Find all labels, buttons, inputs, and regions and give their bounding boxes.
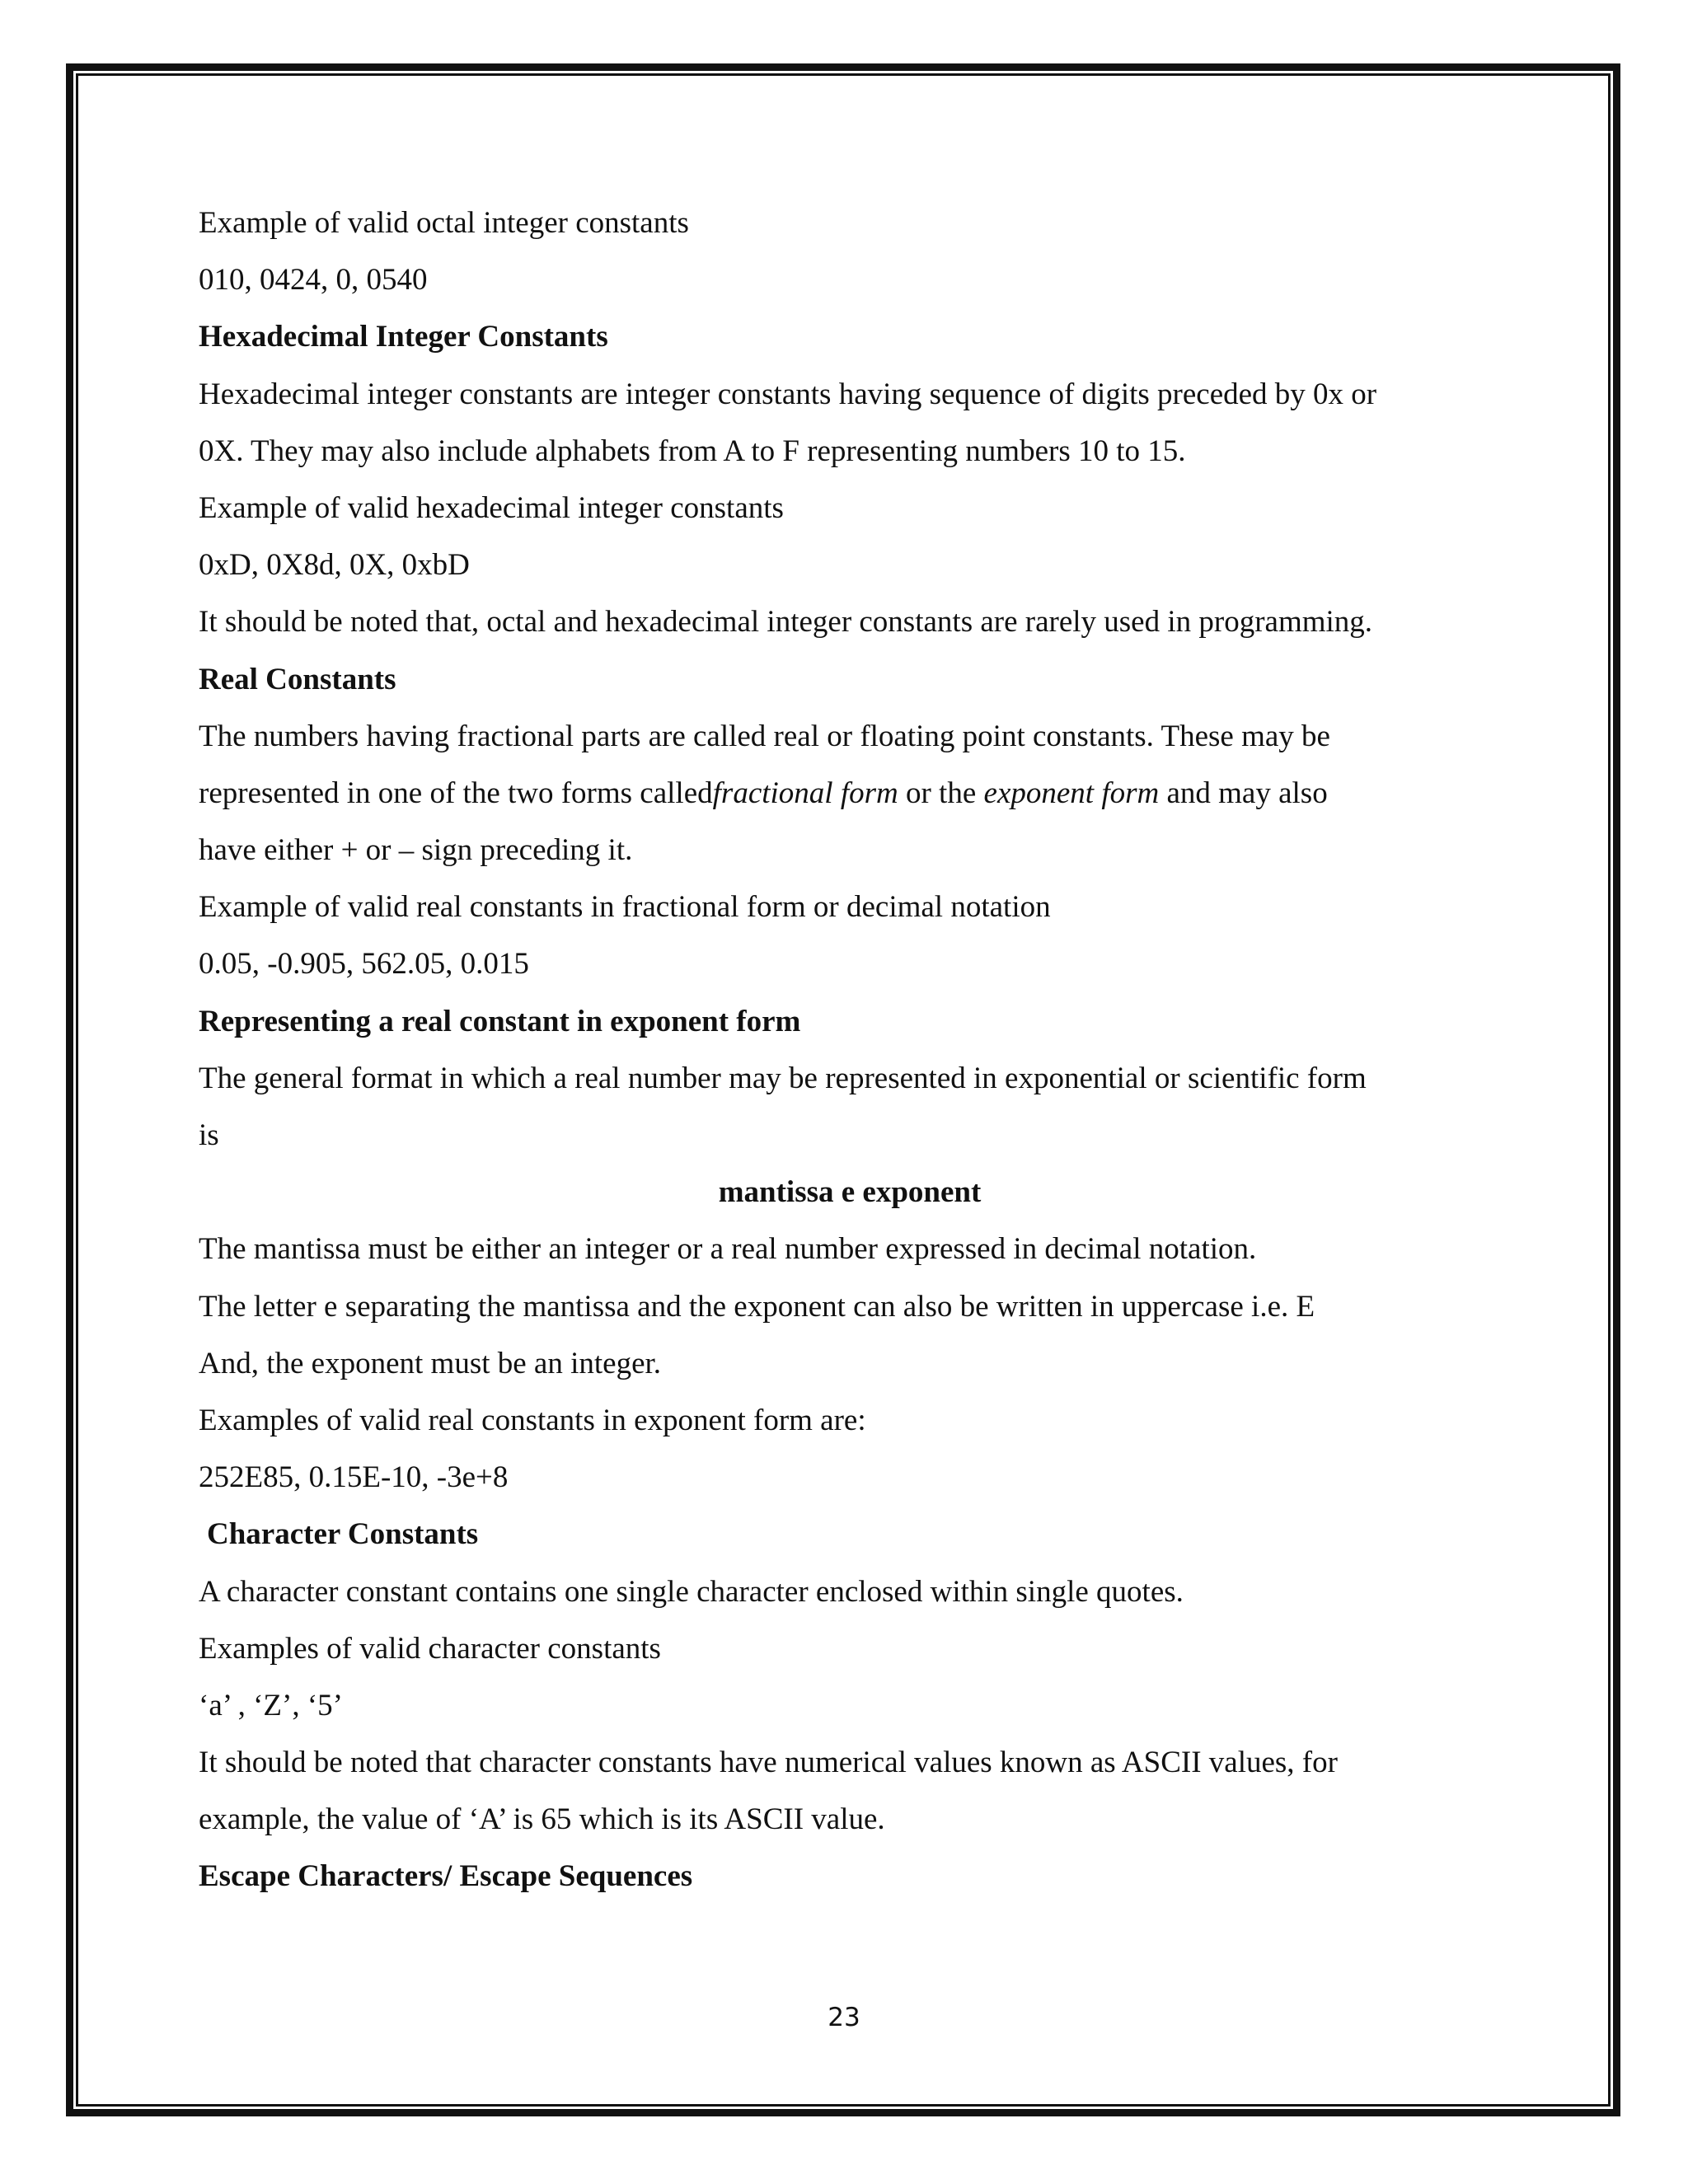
body-text: Examples of valid character constants <box>199 1631 661 1666</box>
body-text: The general format in which a real number may be represented in exponential or scientific form <box>199 1061 1367 1095</box>
section-heading: Escape Characters/ Escape Sequences <box>199 1859 693 1894</box>
body-text: have either + or – sign preceding it. <box>199 833 633 868</box>
body-text: example, the value of ‘A’ is 65 which is its ASCII value. <box>199 1802 885 1837</box>
body-text: The mantissa must be either an integer or a real number expressed in decimal notation. <box>199 1232 1257 1267</box>
body-text-segment: or the <box>898 776 984 810</box>
code-example: 252E85, 0.15E-10, -3e+8 <box>199 1460 509 1495</box>
section-heading: Character Constants <box>207 1517 479 1552</box>
body-text: It should be noted that character constants have numerical values known as ASCII values, for <box>199 1746 1338 1780</box>
format-expression: mantissa e exponent <box>718 1175 982 1210</box>
body-text: Example of valid octal integer constants <box>199 206 689 240</box>
page-number: 23 <box>828 2003 860 2032</box>
body-text: Hexadecimal integer constants are integer constants having sequence of digits preceded by 0x or <box>199 377 1377 411</box>
body-text: 0X. They may also include alphabets from A to F representing numbers 10 to 15. <box>199 434 1186 468</box>
body-text: Examples of valid real constants in exponent form are: <box>199 1403 866 1437</box>
section-heading: Representing a real constant in exponent form <box>199 1004 801 1038</box>
body-text-segment: and may also <box>1159 776 1328 810</box>
body-text: Example of valid real constants in fractional form or decimal notation <box>199 890 1051 925</box>
page-content <box>199 194 1501 1905</box>
body-text-segment: represented in one of the two forms called <box>199 776 713 810</box>
code-example: 0xD, 0X8d, 0X, 0xbD <box>199 548 470 583</box>
body-text: Example of valid hexadecimal integer constants <box>199 490 784 525</box>
italic-term: exponent form <box>983 776 1160 810</box>
code-example: 010, 0424, 0, 0540 <box>199 263 428 298</box>
body-text-mixed <box>199 765 1501 822</box>
body-text: It should be noted that, octal and hexadecimal integer constants are rarely used in programming. <box>199 605 1373 640</box>
body-text: The letter e separating the mantissa and the exponent can also be written in uppercase i.e. E <box>199 1289 1315 1324</box>
body-text: A character constant contains one single character enclosed within single quotes. <box>199 1574 1184 1609</box>
italic-term: fractional form <box>712 776 898 810</box>
section-heading: Real Constants <box>199 662 396 696</box>
body-text: And, the exponent must be an integer. <box>199 1346 662 1380</box>
code-example: 0.05, -0.905, 562.05, 0.015 <box>199 947 529 982</box>
section-heading: Hexadecimal Integer Constants <box>199 320 608 354</box>
body-text: The numbers having fractional parts are called real or floating point constants. These may be <box>199 719 1330 753</box>
body-text: is <box>199 1118 219 1152</box>
code-example: ‘a’ , ‘Z’, ‘5’ <box>199 1688 343 1722</box>
